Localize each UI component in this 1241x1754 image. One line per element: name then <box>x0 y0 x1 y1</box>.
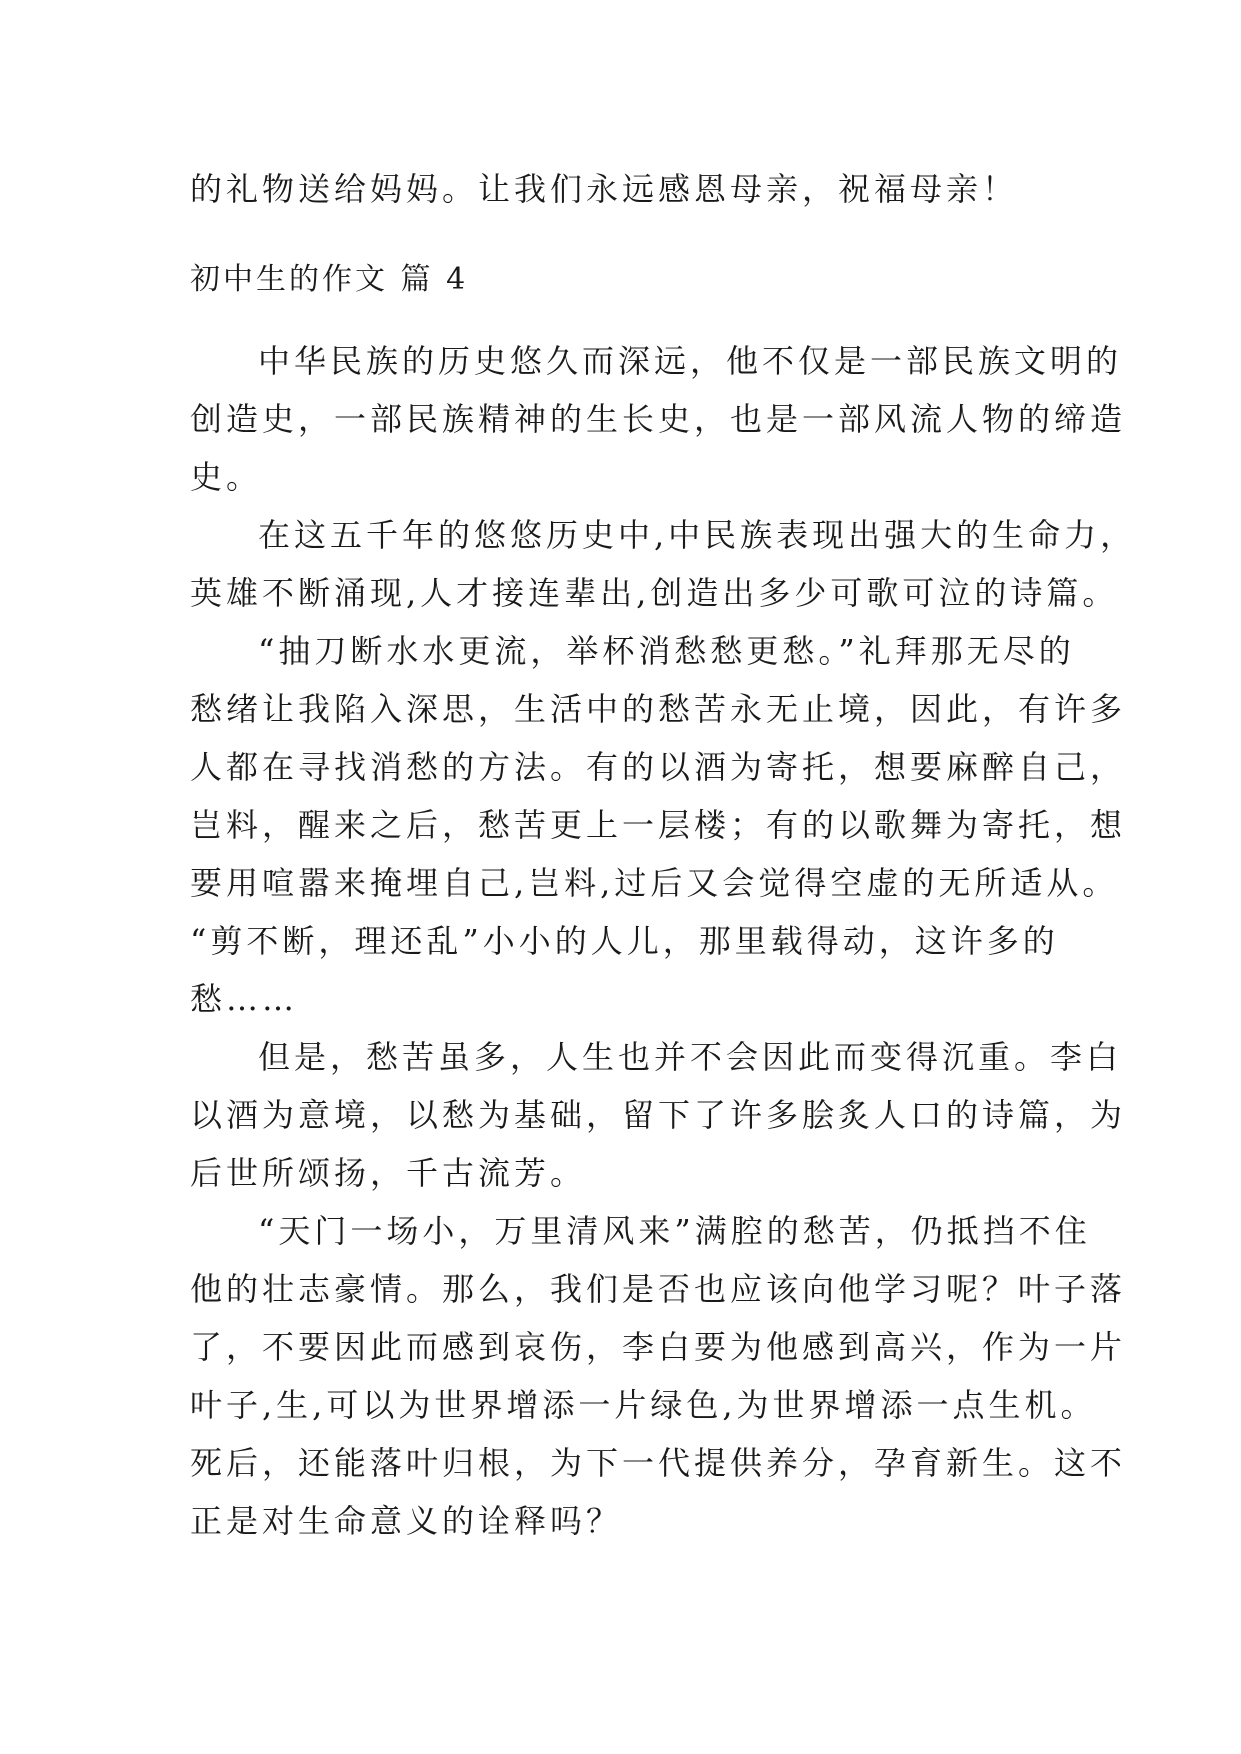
paragraph-4 <box>190 1028 1127 1202</box>
body-text <box>190 332 1137 1550</box>
text-line: 愁绪让我陷入深思，生活中的愁苦永无止境，因此，有许多 <box>190 690 1127 728</box>
text-line: 愁…… <box>190 980 299 1018</box>
paragraph-3 <box>190 622 1127 1028</box>
paragraph-2 <box>190 506 1137 622</box>
text-line: 人都在寻找消愁的方法。有的以酒为寄托，想要麻醉自己， <box>190 748 1127 786</box>
text-line: 要用喧嚣来掩埋自己,岂料,过后又会觉得空虚的无所适从。 <box>190 864 1119 902</box>
text-line: 岂料，醒来之后，愁苦更上一层楼；有的以歌舞为寄托，想 <box>190 806 1127 844</box>
paragraph-5 <box>190 1202 1127 1550</box>
text-line: 他的壮志豪情。那么，我们是否也应该向他学习呢？叶子落 <box>190 1270 1127 1308</box>
text-line: 创造史，一部民族精神的生长史，也是一部风流人物的缔造 <box>190 400 1127 438</box>
text-line: 了，不要因此而感到哀伤，李白要为他感到高兴，作为一片 <box>190 1328 1127 1366</box>
text-line: 死后，还能落叶归根，为下一代提供养分，孕育新生。这不 <box>190 1444 1127 1482</box>
text-line: “抽刀断水水更流，举杯消愁愁更愁。”礼拜那无尽的 <box>258 632 1075 670</box>
text-line: 中华民族的历史悠久而深远，他不仅是一部民族文明的 <box>258 342 1123 380</box>
text-line: 叶子,生,可以为世界增添一片绿色,为世界增添一点生机。 <box>190 1386 1097 1424</box>
section-heading: 初中生的作文 篇 4 <box>190 262 469 297</box>
text-line: 在这五千年的悠悠历史中,中民族表现出强大的生命力， <box>258 516 1137 554</box>
text-line: 的礼物送给妈妈。让我们永远感恩母亲，祝福母亲！ <box>190 170 1019 208</box>
paragraph-1 <box>190 332 1127 506</box>
text-line: 正是对生命意义的诠释吗？ <box>190 1502 623 1540</box>
text-line: 后世所颂扬，千古流芳。 <box>190 1154 587 1192</box>
carryover-paragraph <box>190 160 1060 218</box>
text-line: 英雄不断涌现,人才接连辈出,创造出多少可歌可泣的诗篇。 <box>190 574 1119 612</box>
text-line: 史。 <box>190 458 263 496</box>
text-line: “天门一场小，万里清风来”满腔的愁苦，仍抵挡不住 <box>258 1212 1091 1250</box>
text-line: 但是，愁苦虽多，人生也并不会因此而变得沉重。李白 <box>258 1038 1123 1076</box>
text-line: 以酒为意境，以愁为基础，留下了许多脍炙人口的诗篇，为 <box>190 1096 1127 1134</box>
text-line: “剪不断，理还乱”小小的人儿，那里载得动，这许多的 <box>190 922 1059 960</box>
